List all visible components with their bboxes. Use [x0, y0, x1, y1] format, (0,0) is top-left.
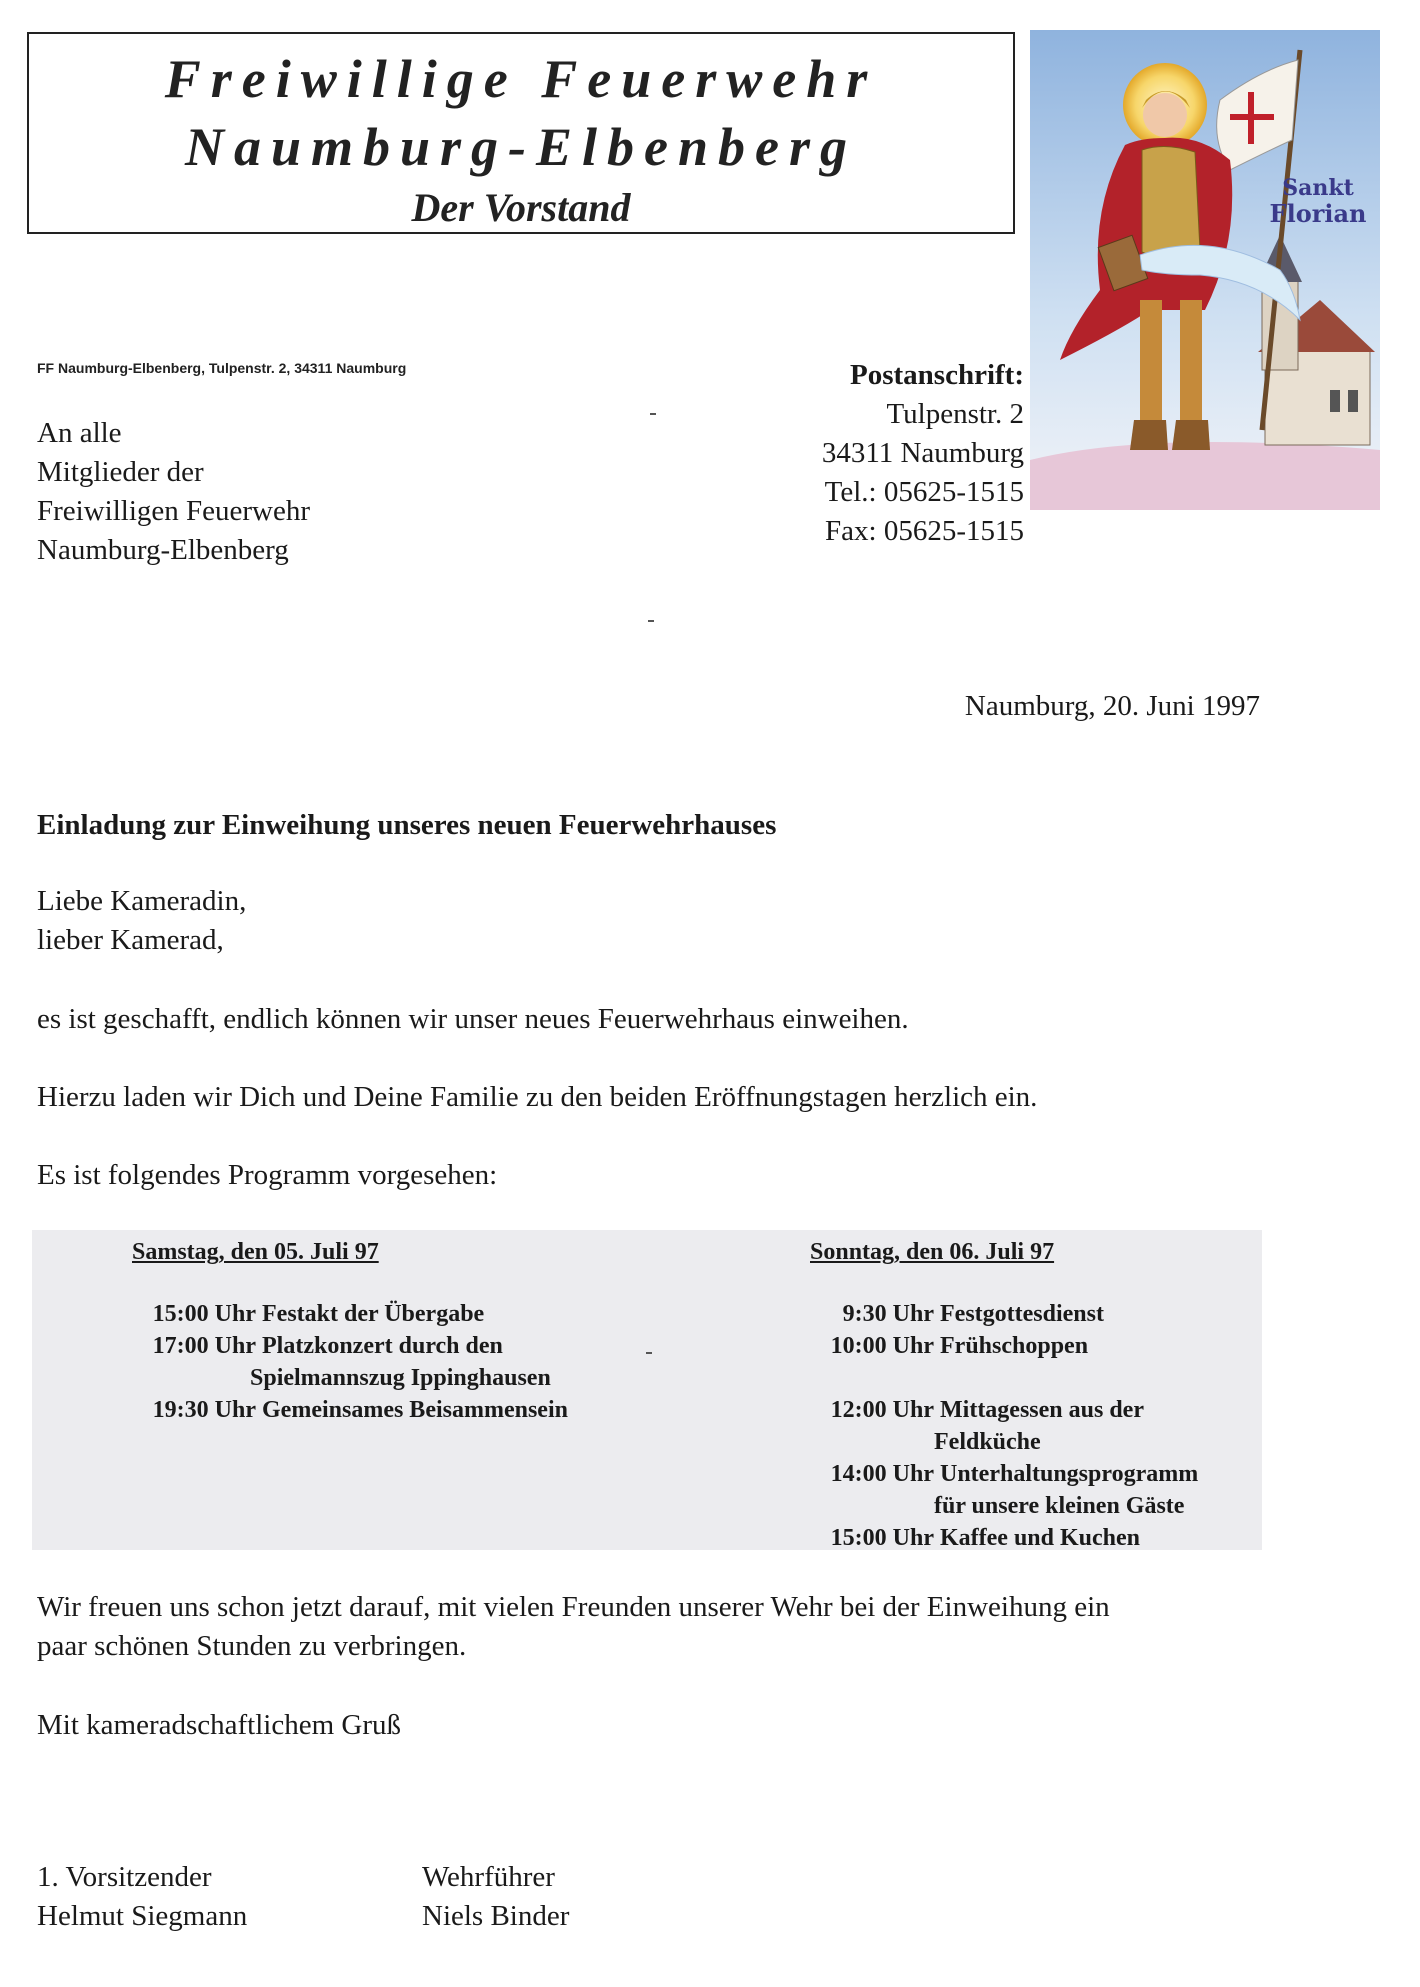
paragraph-4-line2: paar schönen Stunden zu verbringen.	[37, 1630, 467, 1662]
scan-speck	[646, 1352, 652, 1354]
sunday-heading: Sonntag, den 06. Juli 97	[810, 1239, 1055, 1265]
event-description: Mittagessen aus der	[940, 1397, 1144, 1423]
program-sunday	[810, 1230, 1198, 1554]
armor-shape	[1142, 146, 1200, 258]
event-description: Unterhaltungsprogramm	[940, 1461, 1199, 1487]
scan-speck	[648, 620, 654, 622]
postal-fax: Fax: 05625-1515	[825, 515, 1024, 547]
event-description: Gemeinsames Beisammensein	[262, 1397, 568, 1423]
salutation-line2: lieber Kamerad,	[37, 924, 224, 956]
event-description-continuation: für unsere kleinen Gäste	[934, 1493, 1185, 1519]
ground-shape	[1030, 442, 1380, 510]
event-time: 17:00 Uhr	[152, 1333, 256, 1359]
paragraph-4	[37, 1588, 1110, 1666]
program-event	[810, 1458, 1198, 1490]
letterhead-subtitle: Der Vorstand	[411, 185, 631, 230]
letter-subject: Einladung zur Einweihung unseres neuen Feuerwehrhauses	[37, 809, 777, 841]
program-event-continuation	[810, 1426, 1198, 1458]
signature-left-name: Helmut Siegmann	[37, 1900, 248, 1932]
saturday-heading: Samstag, den 05. Juli 97	[132, 1239, 379, 1265]
signature-right	[422, 1858, 569, 1936]
program-spacer	[810, 1362, 1198, 1394]
event-time: 15:00 Uhr	[152, 1301, 256, 1327]
postal-heading: Postanschrift:	[850, 359, 1024, 391]
letter-date: Naumburg, 20. Juni 1997	[964, 690, 1260, 722]
event-description: Festgottesdienst	[940, 1301, 1104, 1327]
program-event	[810, 1330, 1198, 1362]
recipient-line: Freiwilligen Feuerwehr	[37, 495, 311, 527]
postal-phone: Tel.: 05625-1515	[824, 476, 1024, 508]
saint-florian-illustration	[1030, 30, 1380, 510]
event-time: 10:00 Uhr	[830, 1333, 934, 1359]
program-event	[132, 1394, 568, 1426]
postal-city: 34311 Naumburg	[821, 437, 1024, 469]
program-saturday	[132, 1230, 568, 1426]
image-caption-line1: Sankt	[1282, 175, 1354, 201]
sender-return-address: FF Naumburg-Elbenberg, Tulpenstr. 2, 34311 Naumburg	[37, 360, 407, 376]
paragraph-2: Hierzu laden wir Dich und Deine Familie zu den beiden Eröffnungstagen herzlich ein.	[37, 1081, 1038, 1113]
event-description: Frühschoppen	[940, 1333, 1089, 1359]
closing-greeting: Mit kameradschaftlichem Gruß	[37, 1709, 401, 1741]
program-box	[32, 1230, 1262, 1550]
event-time: 15:00 Uhr	[830, 1525, 934, 1551]
program-event	[132, 1298, 568, 1330]
event-description: Kaffee und Kuchen	[940, 1525, 1141, 1551]
event-time: 12:00 Uhr	[830, 1397, 934, 1423]
postal-address	[822, 356, 1024, 551]
signature-left-role: 1. Vorsitzender	[37, 1861, 212, 1893]
event-time: 19:30 Uhr	[152, 1397, 256, 1423]
paragraph-1: es ist geschafft, endlich können wir unser neues Feuerwehrhaus einweihen.	[37, 1003, 909, 1035]
postal-street: Tulpenstr. 2	[886, 398, 1024, 430]
recipient-address	[37, 414, 310, 570]
signature-right-name: Niels Binder	[422, 1900, 570, 1932]
event-description: Platzkonzert durch den	[262, 1333, 503, 1359]
program-event	[810, 1298, 1198, 1330]
salutation-line1: Liebe Kameradin,	[37, 885, 247, 917]
signature-left	[37, 1858, 247, 1936]
letterhead-box	[27, 32, 1015, 234]
program-event	[810, 1522, 1198, 1554]
scan-speck	[650, 413, 656, 415]
image-caption-line2: Florian	[1269, 199, 1367, 228]
program-event-continuation	[810, 1490, 1198, 1522]
recipient-line: An alle	[37, 417, 122, 449]
letterhead-title-line1: Freiwillige Feuerwehr	[164, 49, 878, 109]
event-description-continuation: Spielmannszug Ippinghausen	[250, 1365, 551, 1391]
program-event-continuation	[132, 1362, 568, 1394]
event-time: 14:00 Uhr	[830, 1461, 934, 1487]
paragraph-4-line1: Wir freuen uns schon jetzt darauf, mit vielen Freunden unserer Wehr bei der Einweihung ein	[37, 1591, 1110, 1623]
program-event	[132, 1330, 568, 1362]
paragraph-3: Es ist folgendes Programm vorgesehen:	[37, 1159, 498, 1191]
program-event	[810, 1394, 1198, 1426]
signature-right-role: Wehrführer	[422, 1861, 555, 1893]
saint-head	[1143, 93, 1187, 137]
event-description-continuation: Feldküche	[934, 1429, 1041, 1455]
recipient-line: Naumburg-Elbenberg	[37, 534, 289, 566]
letterhead-title-line2: Naumburg-Elbenberg	[184, 117, 858, 177]
recipient-line: Mitglieder der	[37, 456, 204, 488]
event-description: Festakt der Übergabe	[262, 1301, 485, 1327]
event-time: 9:30 Uhr	[842, 1301, 934, 1327]
